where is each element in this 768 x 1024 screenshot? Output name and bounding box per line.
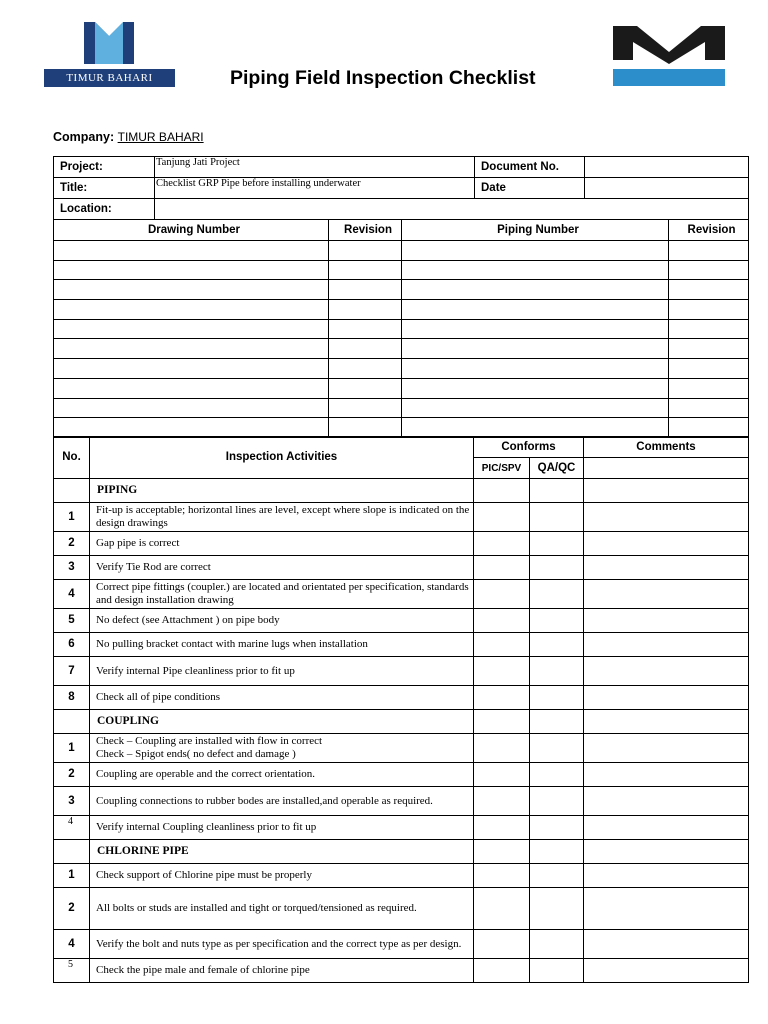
drawing-number-cell[interactable]: [54, 241, 329, 261]
revision-cell[interactable]: [329, 398, 402, 418]
section-title: PIPING: [90, 479, 474, 503]
pic-spv-cell[interactable]: [474, 686, 530, 710]
revision-cell[interactable]: [669, 339, 749, 359]
qa-qc-cell[interactable]: [530, 580, 584, 609]
revision-cell[interactable]: [329, 260, 402, 280]
comments-cell[interactable]: [584, 888, 749, 930]
inspection-item-row: [54, 959, 749, 983]
inspection-item-row: [54, 633, 749, 657]
section-row: [54, 710, 749, 734]
inspection-item-row: [54, 763, 749, 787]
drawing-row: [54, 359, 749, 379]
drawing-number-cell[interactable]: [54, 418, 329, 438]
item-number: 4: [54, 816, 90, 840]
qa-qc-cell[interactable]: [530, 503, 584, 532]
section-title: CHLORINE PIPE: [90, 840, 474, 864]
section-title: COUPLING: [90, 710, 474, 734]
qa-qc-cell[interactable]: [530, 763, 584, 787]
comments-cell[interactable]: [584, 633, 749, 657]
drawing-header-row: [54, 220, 749, 241]
location-row: [54, 199, 749, 220]
inspection-item-row: [54, 686, 749, 710]
inspection-activity: Verify internal Coupling cleanliness prior to fit up: [90, 816, 474, 840]
item-number: 1: [54, 503, 90, 532]
item-number: 4: [54, 580, 90, 609]
qa-qc-cell[interactable]: [530, 787, 584, 816]
revision-cell[interactable]: [329, 359, 402, 379]
inspection-activity: Verify Tie Rod are correct: [90, 556, 474, 580]
pic-spv-cell[interactable]: [474, 657, 530, 686]
drawing-number-cell[interactable]: [54, 300, 329, 320]
qa-qc-cell[interactable]: [530, 930, 584, 959]
revision-cell[interactable]: [669, 378, 749, 398]
inspection-activity: Check all of pipe conditions: [90, 686, 474, 710]
revision-header: Revision: [329, 220, 402, 241]
date-value: [585, 178, 749, 199]
conforms-header: Conforms: [474, 437, 584, 458]
drawing-row: [54, 378, 749, 398]
pic-spv-cell[interactable]: [474, 710, 530, 734]
revision-cell[interactable]: [669, 359, 749, 379]
pic-spv-cell[interactable]: [474, 633, 530, 657]
comments-cell[interactable]: [584, 657, 749, 686]
comments-cell[interactable]: [584, 930, 749, 959]
pic-spv-cell[interactable]: [474, 959, 530, 983]
location-value: [155, 199, 749, 220]
revision-cell[interactable]: [329, 319, 402, 339]
revision-cell[interactable]: [669, 260, 749, 280]
item-number: 5: [54, 959, 90, 983]
activities-header: Inspection Activities: [90, 437, 474, 479]
inspection-item-row: [54, 787, 749, 816]
item-number: 2: [54, 532, 90, 556]
comments-cell[interactable]: [584, 556, 749, 580]
inspection-item-row: [54, 734, 749, 763]
piping-number-cell[interactable]: [402, 418, 669, 438]
revision-cell[interactable]: [669, 280, 749, 300]
piping-number-cell[interactable]: [402, 359, 669, 379]
drawing-rows: [54, 241, 749, 438]
piping-number-header: Piping Number: [402, 220, 669, 241]
qa-qc-cell[interactable]: [530, 816, 584, 840]
drawing-number-cell[interactable]: [54, 398, 329, 418]
comments-cell[interactable]: [584, 609, 749, 633]
qa-qc-cell[interactable]: [530, 633, 584, 657]
pic-spv-cell[interactable]: [474, 930, 530, 959]
piping-number-cell[interactable]: [402, 398, 669, 418]
inspection-item-row: [54, 816, 749, 840]
section-row: [54, 840, 749, 864]
piping-number-cell[interactable]: [402, 241, 669, 261]
inspection-activity: Coupling connections to rubber bodes are installed,and operable as required.: [90, 787, 474, 816]
item-number: 4: [54, 930, 90, 959]
qa-qc-cell[interactable]: [530, 532, 584, 556]
inspection-item-row: [54, 532, 749, 556]
pic-spv-cell[interactable]: [474, 532, 530, 556]
revision-header: Revision: [669, 220, 749, 241]
drawing-number-cell[interactable]: [54, 359, 329, 379]
item-number: [54, 479, 90, 503]
timur-bahari-logo: [44, 18, 175, 90]
title-label: Title:: [54, 178, 155, 199]
comments-cell[interactable]: [584, 710, 749, 734]
location-label: Location:: [54, 199, 155, 220]
inspection-activity: No defect (see Attachment ) on pipe body: [90, 609, 474, 633]
qa-qc-cell[interactable]: [530, 959, 584, 983]
comments-cell[interactable]: [584, 479, 749, 503]
drawing-number-cell[interactable]: [54, 260, 329, 280]
pic-spv-cell[interactable]: [474, 479, 530, 503]
inspection-table: [53, 436, 749, 983]
qa-qc-cell[interactable]: [530, 556, 584, 580]
logo-caption: TIMUR BAHARI: [44, 69, 175, 87]
qa-qc-cell[interactable]: [530, 888, 584, 930]
comments-cell[interactable]: [584, 864, 749, 888]
drawing-row: [54, 280, 749, 300]
item-number: 1: [54, 864, 90, 888]
inspection-item-row: [54, 609, 749, 633]
drawing-row: [54, 241, 749, 261]
page-title: Piping Field Inspection Checklist: [230, 67, 536, 89]
comments-cell[interactable]: [584, 840, 749, 864]
revision-cell[interactable]: [329, 339, 402, 359]
item-number: 8: [54, 686, 90, 710]
piping-number-cell[interactable]: [402, 300, 669, 320]
partner-logo: [613, 26, 725, 86]
pic-spv-cell[interactable]: [474, 556, 530, 580]
drawing-row: [54, 260, 749, 280]
inspection-activity: Check the pipe male and female of chlorine pipe: [90, 959, 474, 983]
inspection-activity: Check – Coupling are installed with flow in correct Check – Spigot ends( no defect and damage ): [90, 734, 474, 763]
comments-cell[interactable]: [584, 503, 749, 532]
inspection-item-row: [54, 930, 749, 959]
date-label: Date: [475, 178, 585, 199]
inspection-activity: Fit-up is acceptable; horizontal lines are level, except where slope is indicated on the design drawings: [90, 503, 474, 532]
comments-cell[interactable]: [584, 959, 749, 983]
pic-spv-cell[interactable]: [474, 888, 530, 930]
qa-qc-cell[interactable]: [530, 864, 584, 888]
qa-qc-cell[interactable]: [530, 734, 584, 763]
revision-cell[interactable]: [329, 418, 402, 438]
item-number: 3: [54, 787, 90, 816]
drawing-number-cell[interactable]: [54, 319, 329, 339]
pic-spv-cell[interactable]: [474, 787, 530, 816]
drawing-row: [54, 319, 749, 339]
title-value: Checklist GRP Pipe before installing underwater: [155, 178, 475, 199]
document-no-label: Document No.: [475, 157, 585, 178]
item-number: [54, 710, 90, 734]
inspection-item-row: [54, 657, 749, 686]
pic-spv-cell[interactable]: [474, 503, 530, 532]
revision-cell[interactable]: [329, 241, 402, 261]
inspection-header-row: [54, 437, 749, 458]
drawing-row: [54, 300, 749, 320]
pic-spv-cell[interactable]: [474, 580, 530, 609]
drawing-row: [54, 339, 749, 359]
qa-qc-cell[interactable]: [530, 710, 584, 734]
revision-cell[interactable]: [669, 319, 749, 339]
pic-spv-cell[interactable]: [474, 763, 530, 787]
item-number: 7: [54, 657, 90, 686]
revision-cell[interactable]: [669, 241, 749, 261]
drawing-row: [54, 418, 749, 438]
inspection-activity: Verify internal Pipe cleanliness prior to fit up: [90, 657, 474, 686]
inspection-activity: Verify the bolt and nuts type as per specification and the correct type as per design.: [90, 930, 474, 959]
comments-cell[interactable]: [584, 816, 749, 840]
qa-qc-cell[interactable]: [530, 840, 584, 864]
comments-cell[interactable]: [584, 686, 749, 710]
m-logo-icon: [613, 26, 725, 86]
inspection-activity: Correct pipe fittings (coupler.) are located and orientated per specification, standards and design installation drawing: [90, 580, 474, 609]
inspection-activity: Coupling are operable and the correct orientation.: [90, 763, 474, 787]
pic-spv-header: PIC/SPV: [474, 458, 530, 479]
project-label: Project:: [54, 157, 155, 178]
inspection-item-row: [54, 864, 749, 888]
revision-cell[interactable]: [329, 280, 402, 300]
project-row: [54, 157, 749, 178]
revision-cell[interactable]: [669, 418, 749, 438]
piping-number-cell[interactable]: [402, 378, 669, 398]
drawing-number-cell[interactable]: [54, 339, 329, 359]
item-number: 2: [54, 888, 90, 930]
item-number: 6: [54, 633, 90, 657]
qa-qc-cell[interactable]: [530, 609, 584, 633]
comments-cell[interactable]: [584, 763, 749, 787]
drawing-number-header: Drawing Number: [54, 220, 329, 241]
company-value: TIMUR BAHARI: [117, 130, 204, 144]
piping-number-cell[interactable]: [402, 260, 669, 280]
inspection-activity: Gap pipe is correct: [90, 532, 474, 556]
pic-spv-cell[interactable]: [474, 734, 530, 763]
piping-number-cell[interactable]: [402, 339, 669, 359]
inspection-item-row: [54, 503, 749, 532]
qa-qc-cell[interactable]: [530, 686, 584, 710]
inspection-item-row: [54, 580, 749, 609]
piping-number-cell[interactable]: [402, 280, 669, 300]
comments-header: Comments: [584, 437, 749, 458]
comments-cell[interactable]: [584, 734, 749, 763]
drawing-number-cell[interactable]: [54, 378, 329, 398]
item-number: [54, 840, 90, 864]
inspection-item-row: [54, 556, 749, 580]
drawing-number-cell[interactable]: [54, 280, 329, 300]
company-label: Company:: [53, 130, 115, 144]
comments-cell[interactable]: [584, 532, 749, 556]
item-number: 1: [54, 734, 90, 763]
no-header: No.: [54, 437, 90, 479]
comments-cell[interactable]: [584, 787, 749, 816]
revision-cell[interactable]: [329, 378, 402, 398]
document-no-value: [585, 157, 749, 178]
item-number: 2: [54, 763, 90, 787]
pic-spv-cell[interactable]: [474, 609, 530, 633]
pic-spv-cell[interactable]: [474, 816, 530, 840]
qa-qc-header: QA/QC: [530, 458, 584, 479]
inspection-activity: No pulling bracket contact with marine lugs when installation: [90, 633, 474, 657]
pic-spv-cell[interactable]: [474, 840, 530, 864]
piping-number-cell[interactable]: [402, 319, 669, 339]
item-number: 3: [54, 556, 90, 580]
revision-cell[interactable]: [669, 300, 749, 320]
drawing-row: [54, 398, 749, 418]
comments-subheader: [584, 458, 749, 479]
item-number: 5: [54, 609, 90, 633]
revision-cell[interactable]: [669, 398, 749, 418]
company-line: [53, 130, 204, 144]
section-row: [54, 479, 749, 503]
header-table: [53, 156, 749, 438]
tb-logo-mark-icon: [44, 18, 175, 68]
inspection-activity: All bolts or studs are installed and tight or torqued/tensioned as required.: [90, 888, 474, 930]
title-row: [54, 178, 749, 199]
inspection-item-row: [54, 888, 749, 930]
qa-qc-cell[interactable]: [530, 657, 584, 686]
comments-cell[interactable]: [584, 580, 749, 609]
pic-spv-cell[interactable]: [474, 864, 530, 888]
revision-cell[interactable]: [329, 300, 402, 320]
project-value: Tanjung Jati Project: [155, 157, 475, 178]
inspection-rows: [54, 479, 749, 983]
qa-qc-cell[interactable]: [530, 479, 584, 503]
inspection-activity: Check support of Chlorine pipe must be properly: [90, 864, 474, 888]
